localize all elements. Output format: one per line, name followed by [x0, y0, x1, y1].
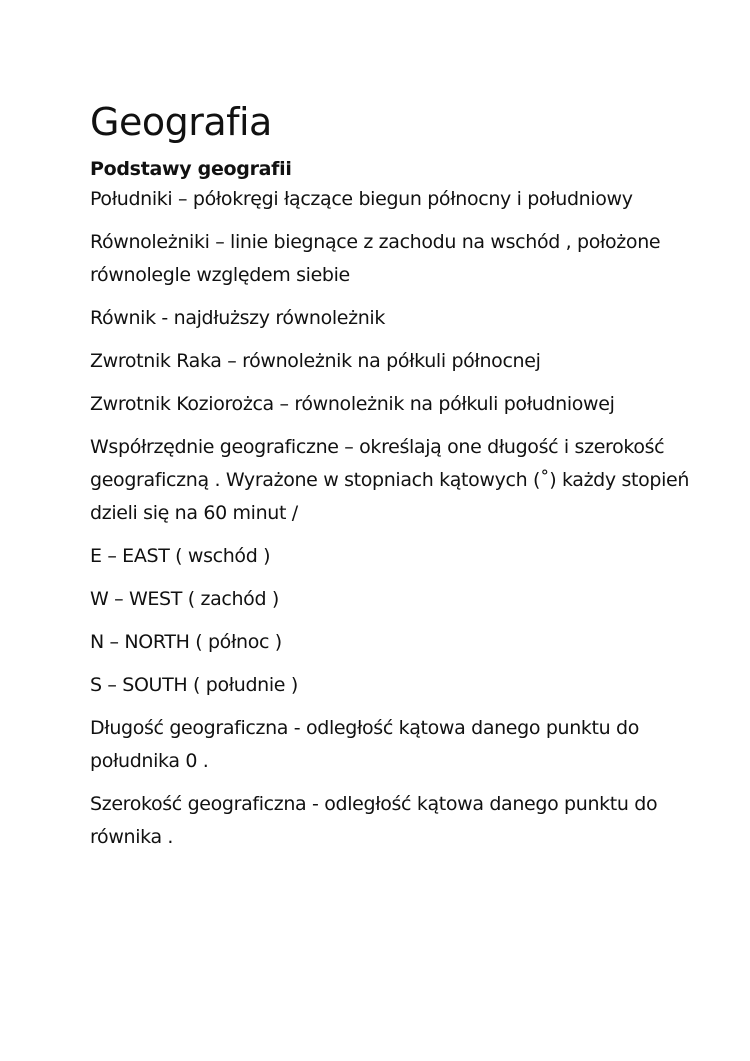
document-page [90, 92, 690, 864]
paragraph-dlugosc: Długość geograficzna - odległość kątowa danego punktu do południka 0 . [90, 717, 640, 772]
paragraph-rownolezniki: Równoleżniki – linie biegnące z zachodu na wschód , położone równolegle względem siebie [90, 231, 661, 286]
paragraph-south: S – SOUTH ( południe ) [90, 674, 298, 696]
paragraph-zwrotnik-raka: Zwrotnik Raka – równoleżnik na półkuli północnej [90, 350, 541, 372]
paragraph-zwrotnik-koziorozca: Zwrotnik Koziorożca – równoleżnik na półkuli południowej [90, 393, 615, 415]
paragraph-east: E – EAST ( wschód ) [90, 545, 271, 567]
paragraph-poludniki: Południki – półokręgi łączące biegun północny i południowy [90, 188, 633, 210]
paragraph-rownik: Równik - najdłuższy równoleżnik [90, 307, 386, 329]
paragraph-north: N – NORTH ( północ ) [90, 631, 282, 653]
section-title: Podstawy geografii [90, 158, 292, 180]
paragraph-west: W – WEST ( zachód ) [90, 588, 279, 610]
document-title: Geografia [90, 100, 272, 144]
paragraph-szerokosc: Szerokość geograficzna - odległość kątowa danego punktu do równika . [90, 793, 658, 848]
paragraph-wspolrzedne: Współrzędnie geograficzne – określają one długość i szerokość geograficzną . Wyrażone w stopniach kątowych (˚) każdy stopień dzieli się na 60 minut / [90, 436, 690, 524]
